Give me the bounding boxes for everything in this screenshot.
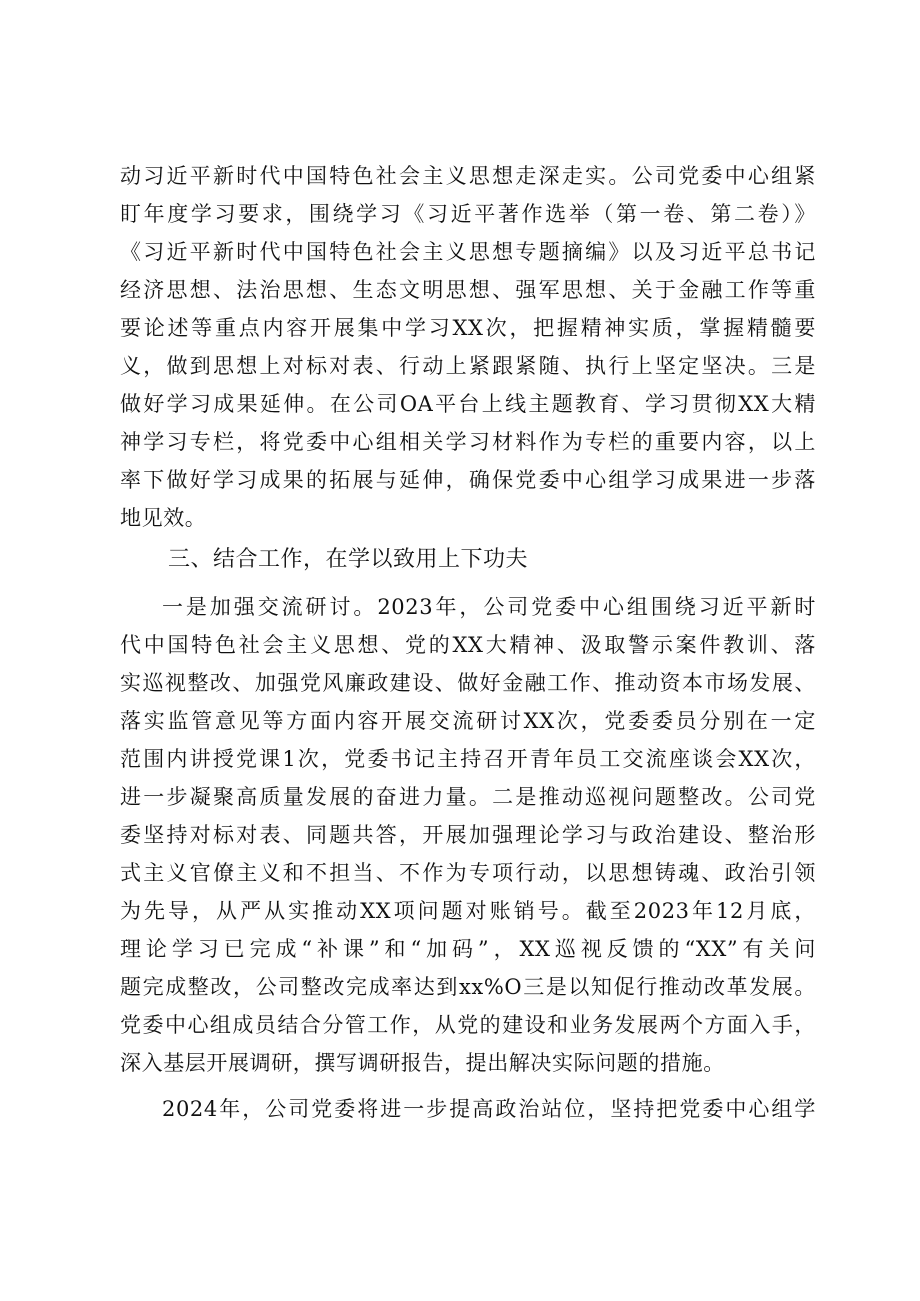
paragraph-line: 盯年度学习要求，围绕学习《习近平著作选举（第一卷、第二卷）》 (120, 202, 816, 226)
paragraph-line: 义，做到思想上对标对表、行动上紧跟紧随、执行上坚定坚决。三是 (120, 354, 816, 378)
paragraph-line: 题完成整改，公司整改完成率达到xx%O三是以知促行推动改革发展。 (120, 975, 816, 999)
paragraph-line: 进一步凝聚高质量发展的奋进力量。二是推动巡视问题整改。公司党 (120, 785, 816, 809)
section-heading: 三、结合工作，在学以致用上下功夫 (168, 547, 529, 572)
paragraph-line: 《习近平新时代中国特色社会主义思想专题摘编》以及习近平总书记 (120, 240, 816, 264)
paragraph-line: 动习近平新时代中国特色社会主义思想走深走实。公司党委中心组紧 (120, 164, 816, 188)
paragraph-line: 实巡视整改、加强党风廉政建设、做好金融工作、推动资本市场发展、 (120, 671, 816, 695)
paragraph-line: 委坚持对标对表、同题共答，开展加强理论学习与政治建设、整治形 (120, 823, 816, 847)
paragraph-line: 理论学习已完成“补课”和“加码”，XX巡视反馈的“XX”有关问 (120, 937, 816, 961)
paragraph-line: 落实监管意见等方面内容开展交流研讨XX次，党委委员分别在一定 (120, 709, 816, 733)
paragraph-line: 党委中心组成员结合分管工作，从党的建设和业务发展两个方面入手， (120, 1013, 816, 1037)
paragraph-line: 地见效。 (120, 506, 207, 530)
paragraph-line: 一是加强交流研讨。2023年，公司党委中心组围绕习近平新时 (162, 595, 816, 619)
paragraph-line: 神学习专栏，将党委中心组相关学习材料作为专栏的重要内容，以上 (120, 430, 816, 454)
paragraph-line: 为先导，从严从实推动XX项问题对账销号。截至2023年12月底， (120, 899, 816, 923)
paragraph-line: 深入基层开展调研，撰写调研报告，提出解决实际问题的措施。 (120, 1051, 725, 1075)
paragraph-line: 2024年，公司党委将进一步提高政治站位，坚持把党委中心组学 (162, 1097, 816, 1121)
paragraph-line: 范围内讲授党课1次，党委书记主持召开青年员工交流座谈会XX次， (120, 747, 816, 771)
paragraph-line: 做好学习成果延伸。在公司OA平台上线主题教育、学习贯彻XX大精 (120, 392, 816, 416)
paragraph-line: 率下做好学习成果的拓展与延伸，确保党委中心组学习成果进一步落 (120, 468, 816, 492)
paragraph-line: 经济思想、法治思想、生态文明思想、强军思想、关于金融工作等重 (120, 278, 816, 302)
paragraph-line: 式主义官僚主义和不担当、不作为专项行动，以思想铸魂、政治引领 (120, 861, 816, 885)
paragraph-line: 要论述等重点内容开展集中学习XX次，把握精神实质，掌握精髓要 (120, 316, 816, 340)
paragraph-line: 代中国特色社会主义思想、党的XX大精神、汲取警示案件教训、落 (120, 633, 816, 657)
